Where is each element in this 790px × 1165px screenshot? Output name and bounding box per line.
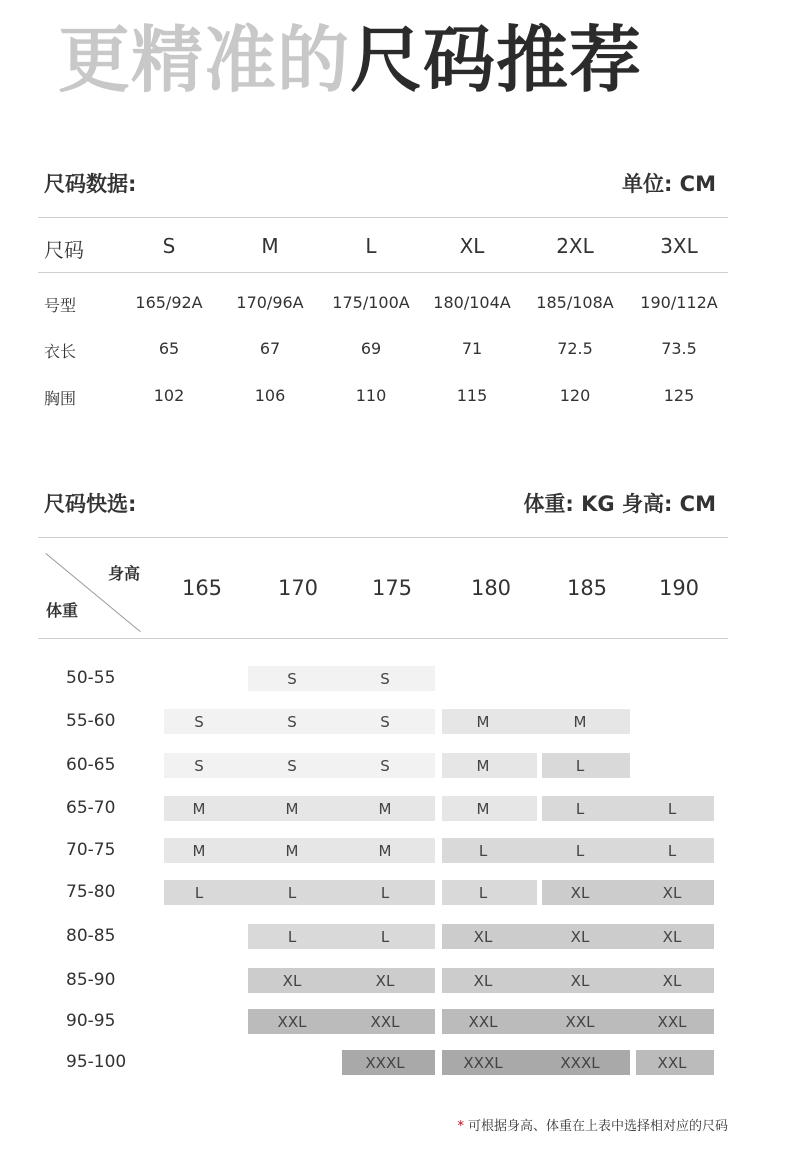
size-cell-label: S bbox=[194, 712, 204, 731]
size-cell-label: XXXL bbox=[365, 1053, 405, 1072]
size-cell-label: XL bbox=[662, 883, 682, 902]
size-cell-label: L bbox=[667, 799, 677, 818]
size-cell-label: L bbox=[287, 927, 297, 946]
size-header-xl: XL bbox=[459, 234, 485, 258]
size-cell-label: XL bbox=[375, 971, 395, 990]
size-data-title: 尺码数据: bbox=[44, 172, 137, 196]
size-row-label: 衣长 bbox=[44, 342, 77, 361]
size-cell-label: L bbox=[667, 841, 677, 860]
size-header-l: L bbox=[365, 234, 377, 258]
size-cell-label: XXL bbox=[468, 1012, 498, 1031]
height-column-185: 185 bbox=[566, 576, 608, 600]
size-cell-label: L bbox=[287, 883, 297, 902]
quick-table-header-rule bbox=[38, 638, 728, 639]
size-table-cell: 69 bbox=[360, 339, 382, 358]
height-column-165: 165 bbox=[181, 576, 223, 600]
height-column-175: 175 bbox=[371, 576, 413, 600]
footnote-star: * bbox=[457, 1119, 464, 1134]
weight-row-label: 65-70 bbox=[66, 798, 116, 818]
size-cell-label: S bbox=[380, 756, 390, 775]
size-cell-label: M bbox=[573, 712, 587, 731]
footnote bbox=[457, 1115, 728, 1134]
size-header-3xl: 3XL bbox=[660, 234, 698, 258]
size-cell-label: S bbox=[287, 712, 297, 731]
quick-select-unit: 体重: KG 身高: CM bbox=[523, 492, 716, 516]
size-cell-label: XL bbox=[662, 971, 682, 990]
size-table-cell: 175/100A bbox=[332, 293, 410, 312]
size-cell-label: XXXL bbox=[560, 1053, 600, 1072]
size-cell-label: XXXL bbox=[463, 1053, 503, 1072]
page-headline bbox=[58, 14, 642, 106]
size-header-2xl: 2XL bbox=[556, 234, 594, 258]
size-cell-label: XL bbox=[282, 971, 302, 990]
size-table-cell: 170/96A bbox=[236, 293, 304, 312]
size-cell-label: M bbox=[476, 756, 490, 775]
size-cell-label: L bbox=[380, 883, 390, 902]
size-cell-label: L bbox=[575, 841, 585, 860]
headline-dark: 尺码推荐 bbox=[350, 18, 643, 102]
size-cell-label: XL bbox=[570, 971, 590, 990]
size-table-cell: 165/92A bbox=[135, 293, 203, 312]
size-cell-bar bbox=[248, 1009, 435, 1034]
size-cell-label: S bbox=[287, 669, 297, 688]
size-cell-label: S bbox=[287, 756, 297, 775]
height-column-180: 180 bbox=[470, 576, 512, 600]
size-row-label: 号型 bbox=[44, 296, 77, 315]
size-cell-label: XL bbox=[570, 883, 590, 902]
size-table-cell: 106 bbox=[254, 386, 286, 405]
size-table-cell: 71 bbox=[461, 339, 483, 358]
quick-select-title: 尺码快选: bbox=[44, 492, 137, 516]
size-header-m: M bbox=[261, 234, 279, 258]
size-cell-bar bbox=[248, 666, 435, 691]
size-table-cell: 180/104A bbox=[433, 293, 511, 312]
size-cell-label: XL bbox=[473, 971, 493, 990]
size-cell-bar bbox=[164, 753, 435, 778]
weight-row-label: 50-55 bbox=[66, 668, 116, 688]
size-cell-bar bbox=[542, 880, 714, 905]
size-cell-label: XL bbox=[473, 927, 493, 946]
height-axis-label: 身高 bbox=[108, 564, 141, 583]
size-table-top-rule bbox=[38, 217, 728, 218]
weight-row-label: 90-95 bbox=[66, 1011, 116, 1031]
size-cell-label: L bbox=[575, 756, 585, 775]
size-table-cell: 120 bbox=[559, 386, 591, 405]
size-cell-label: XXL bbox=[565, 1012, 595, 1031]
size-cell-bar bbox=[442, 709, 630, 734]
size-cell-label: XXL bbox=[277, 1012, 307, 1031]
weight-row-label: 70-75 bbox=[66, 840, 116, 860]
size-cell-label: XXL bbox=[657, 1012, 687, 1031]
quick-table-top-rule bbox=[38, 537, 728, 538]
size-cell-label: L bbox=[575, 799, 585, 818]
size-cell-label: S bbox=[380, 669, 390, 688]
weight-row-label: 80-85 bbox=[66, 926, 116, 946]
size-cell-bar bbox=[164, 709, 435, 734]
size-cell-bar bbox=[542, 796, 714, 821]
size-cell-bar bbox=[248, 968, 435, 993]
size-table-cell: 110 bbox=[355, 386, 387, 405]
size-cell-label: L bbox=[380, 927, 390, 946]
height-column-170: 170 bbox=[277, 576, 319, 600]
size-table-cell: 185/108A bbox=[536, 293, 614, 312]
headline-light: 更精准的 bbox=[58, 18, 351, 102]
size-data-unit: 单位: CM bbox=[621, 172, 716, 196]
size-cell-label: S bbox=[380, 712, 390, 731]
weight-row-label: 55-60 bbox=[66, 711, 116, 731]
size-table-cell: 125 bbox=[663, 386, 695, 405]
size-cell-label: M bbox=[285, 799, 299, 818]
size-table-cell: 73.5 bbox=[661, 339, 697, 358]
size-header-label: 尺码 bbox=[44, 238, 84, 262]
size-cell-label: M bbox=[285, 841, 299, 860]
size-cell-label: L bbox=[194, 883, 204, 902]
size-cell-bar bbox=[248, 924, 435, 949]
weight-row-label: 60-65 bbox=[66, 755, 116, 775]
footnote-text: 可根据身高、体重在上表中选择相对应的尺码 bbox=[467, 1119, 728, 1134]
weight-row-label: 95-100 bbox=[66, 1052, 127, 1072]
size-cell-bar bbox=[442, 880, 537, 905]
size-cell-label: L bbox=[478, 883, 488, 902]
size-table-cell: 72.5 bbox=[557, 339, 593, 358]
size-cell-label: M bbox=[378, 799, 392, 818]
size-cell-label: XL bbox=[662, 927, 682, 946]
size-cell-label: S bbox=[194, 756, 204, 775]
size-cell-label: M bbox=[476, 799, 490, 818]
size-cell-label: M bbox=[476, 712, 490, 731]
size-header-s: S bbox=[162, 234, 176, 258]
size-cell-bar bbox=[442, 753, 537, 778]
size-table-cell: 115 bbox=[456, 386, 488, 405]
weight-row-label: 85-90 bbox=[66, 970, 116, 990]
size-table-cell: 190/112A bbox=[640, 293, 718, 312]
weight-row-label: 75-80 bbox=[66, 882, 116, 902]
size-table-header-rule bbox=[38, 272, 728, 273]
size-cell-bar bbox=[442, 796, 537, 821]
size-cell-label: XXL bbox=[370, 1012, 400, 1031]
size-cell-label: XXL bbox=[657, 1053, 687, 1072]
size-cell-label: M bbox=[378, 841, 392, 860]
size-cell-label: XL bbox=[570, 927, 590, 946]
size-table-cell: 65 bbox=[158, 339, 180, 358]
size-row-label: 胸围 bbox=[44, 389, 77, 408]
size-cell-label: M bbox=[192, 799, 206, 818]
size-table-cell: 67 bbox=[259, 339, 281, 358]
size-cell-label: L bbox=[478, 841, 488, 860]
weight-axis-label: 体重 bbox=[46, 601, 79, 620]
size-cell-bar bbox=[542, 753, 630, 778]
size-cell-label: M bbox=[192, 841, 206, 860]
size-table-cell: 102 bbox=[153, 386, 185, 405]
height-column-190: 190 bbox=[658, 576, 700, 600]
size-cell-bar bbox=[164, 880, 435, 905]
